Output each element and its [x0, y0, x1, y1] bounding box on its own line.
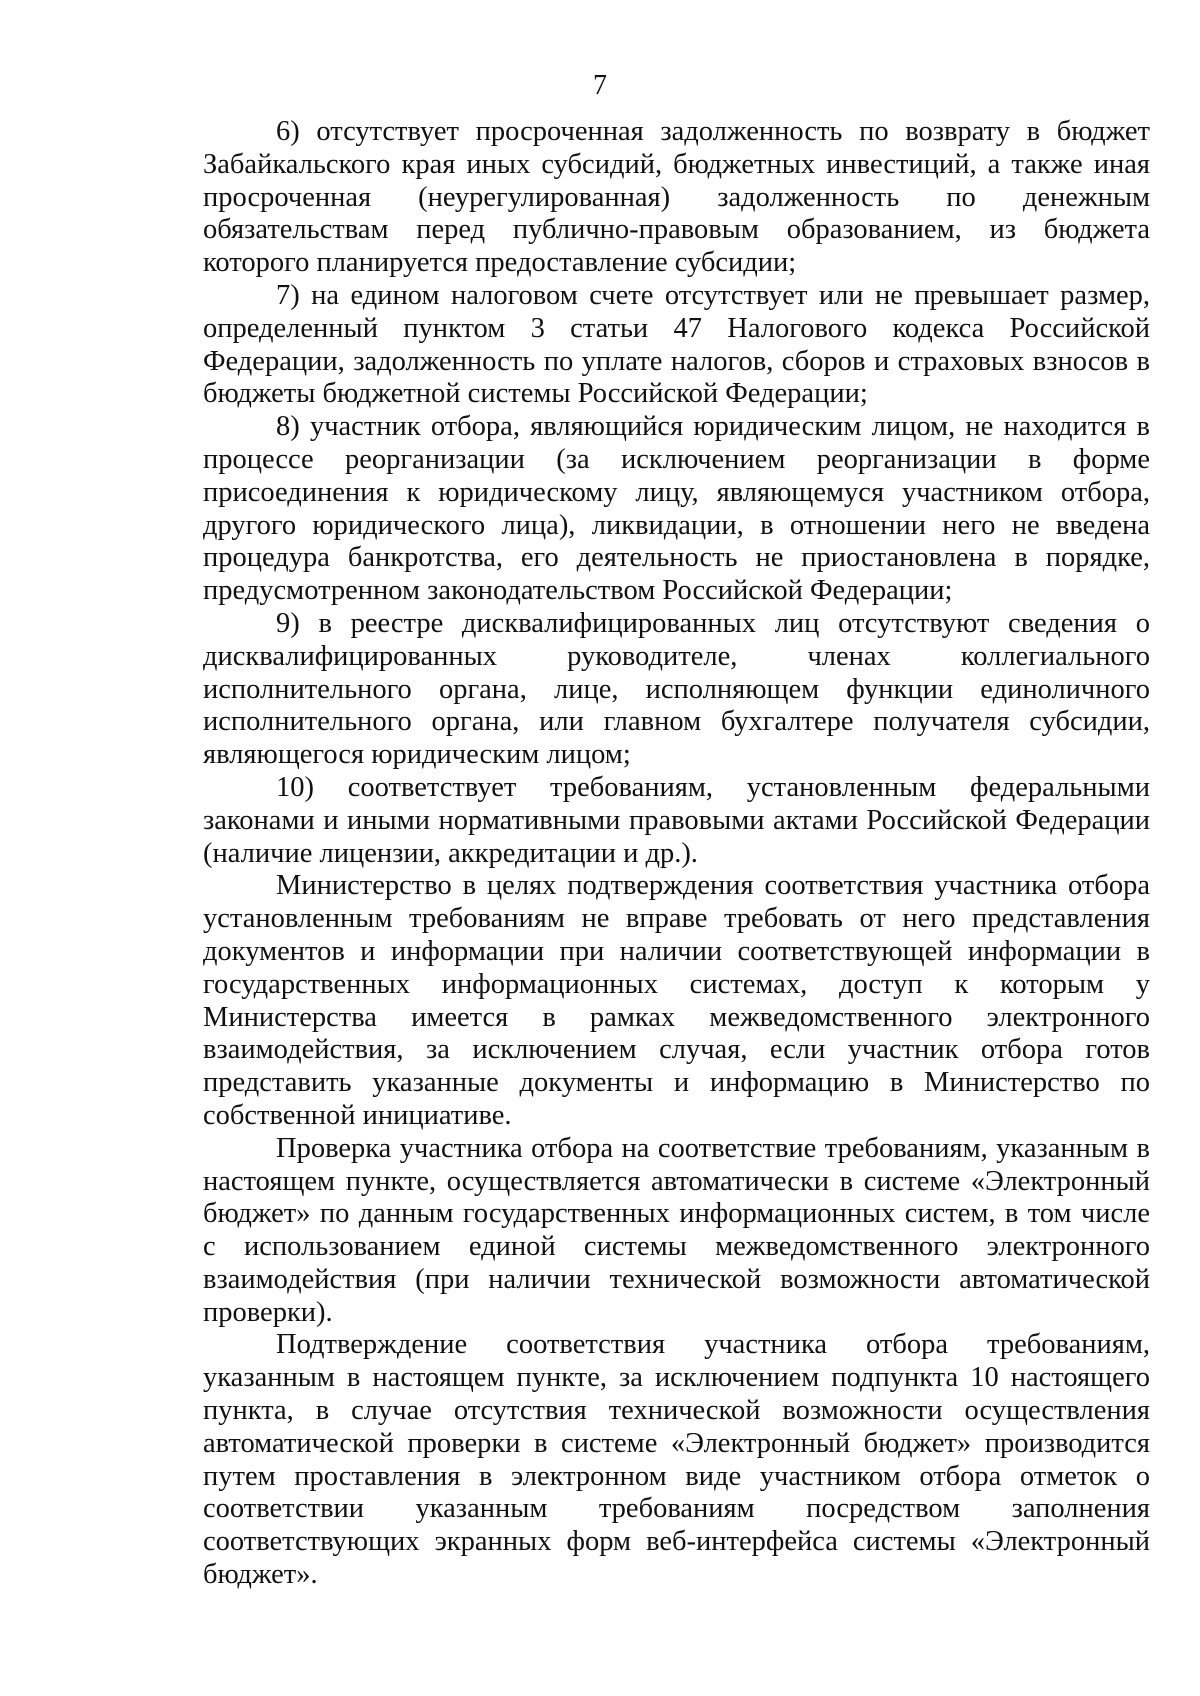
paragraph-item-10: 10) соответствует требованиям, установленным федеральными законами и иными нормативными правовыми актами Российской Федерации (наличие лицензии, аккредитации и др.). — [203, 771, 1150, 869]
paragraph-item-9: 9) в реестре дисквалифицированных лиц отсутствуют сведения о дисквалифицированных руководителе, членах коллегиального исполнительного органа, лице, исполняющем функции единоличного исполнительного органа, или главном бухгалтере получателя субсидии, являющегося юридическим лицом; — [203, 607, 1150, 771]
paragraph-item-7: 7) на едином налоговом счете отсутствует или не превышает размер, определенный пунктом 3 статьи 47 Налогового кодекса Российской Федерации, задолженность по уплате налогов, сборов и страховых взносов в бюджеты бюджетной системы Российской Федерации; — [203, 279, 1150, 410]
paragraph-confirmation: Подтверждение соответствия участника отбора требованиям, указанным в настоящем пункте, за исключением подпункта 10 настоящего пункта, в случае отсутствия технической возможности осуществления автоматической проверки в системе «Электронный бюджет» производится путем проставления в электронном виде участником отбора отметок о соответствии указанным требованиям посредством заполнения соответствующих экранных форм веб-интерфейса системы «Электронный бюджет». — [203, 1329, 1150, 1591]
paragraph-item-6: 6) отсутствует просроченная задолженность по возврату в бюджет Забайкальского края иных субсидий, бюджетных инвестиций, а также иная просроченная (неурегулированная) задолженность по денежным обязательствам перед публично-правовым образованием, из бюджета которого планируется предоставление субсидии; — [203, 116, 1150, 279]
paragraph-automatic-check: Проверка участника отбора на соответствие требованиям, указанным в настоящем пункте, осуществляется автоматически в системе «Электронный бюджет» по данным государственных информационных систем, в том числе с использованием единой системы межведомственного электронного взаимодействия (при наличии технической возможности автоматической проверки). — [203, 1132, 1150, 1328]
page-number: 7 — [593, 70, 607, 101]
paragraph-ministry-verification: Министерство в целях подтверждения соответствия участника отбора установленным требованиям не вправе требовать от него представления документов и информации при наличии соответствующей информации в государственных информационных системах, доступ к которым у Министерства имеется в рамках межведомственного электронного взаимодействия, за исключением случая, если участник отбора готов представить указанные документы и информацию в Министерство по собственной инициативе. — [203, 870, 1150, 1131]
document-body — [203, 116, 1150, 1592]
paragraph-item-8: 8) участник отбора, являющийся юридическим лицом, не находится в процессе реорганизации (за исключением реорганизации в форме присоединения к юридическому лицу, являющемуся участником отбора, другого юридического лица), ликвидации, в отношении него не введена процедура банкротства, его деятельность не приостановлена в порядке, предусмотренном законодательством Российской Федерации; — [203, 411, 1150, 607]
